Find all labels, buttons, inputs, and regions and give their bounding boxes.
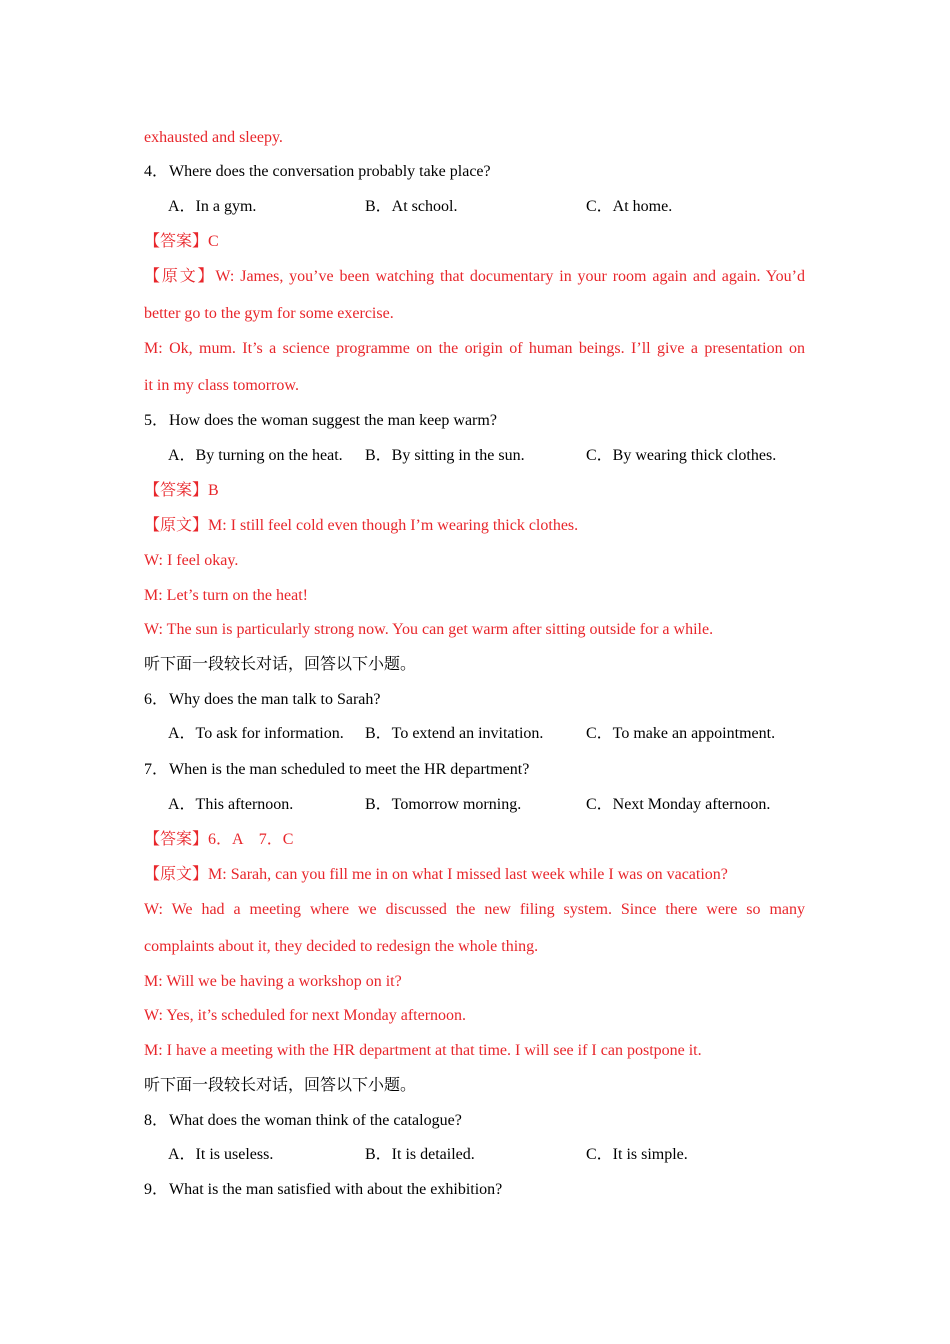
answer-label: 【答案】 <box>144 233 209 250</box>
script-text: M: I still feel cold even though I’m wearing thick clothes. <box>208 517 579 534</box>
q5-option-c: C．By wearing thick clothes. <box>586 447 777 464</box>
question-5 <box>144 411 497 431</box>
q4-answer <box>144 232 219 252</box>
question-number: 4． <box>144 163 169 180</box>
q4-option-c: C．At home. <box>586 198 673 215</box>
answer-value: B <box>208 482 219 499</box>
q8-option-c: C．It is simple. <box>586 1146 688 1163</box>
q5-script-line-3: M: Let’s turn on the heat! <box>144 587 308 604</box>
answer-value: 6．A 7．C <box>208 831 294 848</box>
q6-option-c: C．To make an appointment. <box>586 725 776 742</box>
q6-option-b: B．To extend an invitation. <box>365 725 544 742</box>
script-text: M: Sarah, can you fill me in on what I missed last week while I was on vacation? <box>208 866 728 883</box>
q4-script-line-1 <box>144 267 805 287</box>
script-text: W: James, you’ve been watching that documentary in your room again and again. You’d <box>215 268 805 285</box>
q5-option-a: A．By turning on the heat. <box>168 447 343 464</box>
previous-script-line: exhausted and sleepy. <box>144 129 283 146</box>
script-label: 【原文】 <box>144 517 209 534</box>
q4-option-a: A．In a gym. <box>168 198 257 215</box>
question-6 <box>144 690 381 710</box>
q5-script-line-4: W: The sun is particularly strong now. You can get warm after sitting outside for a while. <box>144 621 714 638</box>
q4-script-line-3: M: Ok, mum. It’s a science programme on the origin of human beings. I’ll give a presentation on <box>144 340 805 357</box>
section-instruction: 听下面一段较长对话，回答以下小题。 <box>144 1077 417 1094</box>
question-number: 6． <box>144 691 169 708</box>
question-number: 5． <box>144 412 169 429</box>
q7-option-c: C．Next Monday afternoon. <box>586 796 771 813</box>
question-text: What does the woman think of the catalogue? <box>169 1112 462 1129</box>
answer-value: C <box>208 233 219 250</box>
question-number: 7． <box>144 761 169 778</box>
question-9 <box>144 1180 502 1200</box>
script-label: 【原文】 <box>144 268 216 285</box>
question-text: Why does the man talk to Sarah? <box>169 691 381 708</box>
q4-script-line-4: it in my class tomorrow. <box>144 377 299 394</box>
q6-7-script-line-4: M: Will we be having a workshop on it? <box>144 973 402 990</box>
q5-script-line-2: W: I feel okay. <box>144 552 239 569</box>
q4-option-b: B．At school. <box>365 198 458 215</box>
question-text: What is the man satisfied with about the exhibition? <box>169 1181 503 1198</box>
q6-7-script-line-1 <box>144 865 728 885</box>
question-text: How does the woman suggest the man keep warm? <box>169 412 497 429</box>
q5-script-line-1 <box>144 516 578 536</box>
script-label: 【原文】 <box>144 866 209 883</box>
question-7 <box>144 760 529 780</box>
q5-answer <box>144 481 219 501</box>
q6-7-script-line-6: M: I have a meeting with the HR department at that time. I will see if I can postpone it. <box>144 1042 702 1059</box>
question-number: 9． <box>144 1181 169 1198</box>
question-4 <box>144 162 491 182</box>
q6-7-script-line-5: W: Yes, it’s scheduled for next Monday afternoon. <box>144 1007 467 1024</box>
question-number: 8． <box>144 1112 169 1129</box>
question-text: When is the man scheduled to meet the HR department? <box>169 761 530 778</box>
answer-label: 【答案】 <box>144 831 209 848</box>
q7-option-b: B．Tomorrow morning. <box>365 796 522 813</box>
question-text: Where does the conversation probably take place? <box>169 163 491 180</box>
q6-7-script-line-3: complaints about it, they decided to redesign the whole thing. <box>144 938 539 955</box>
answer-label: 【答案】 <box>144 482 209 499</box>
question-8 <box>144 1111 462 1131</box>
section-instruction: 听下面一段较长对话，回答以下小题。 <box>144 656 417 673</box>
q7-option-a: A．This afternoon. <box>168 796 294 813</box>
q8-option-b: B．It is detailed. <box>365 1146 475 1163</box>
q6-7-script-line-2: W: We had a meeting where we discussed the new filing system. Since there were so many <box>144 901 805 918</box>
q4-script-line-2: better go to the gym for some exercise. <box>144 305 394 322</box>
q6-7-answer <box>144 830 293 850</box>
q5-option-b: B．By sitting in the sun. <box>365 447 525 464</box>
q8-option-a: A．It is useless. <box>168 1146 274 1163</box>
q6-option-a: A．To ask for information. <box>168 725 344 742</box>
